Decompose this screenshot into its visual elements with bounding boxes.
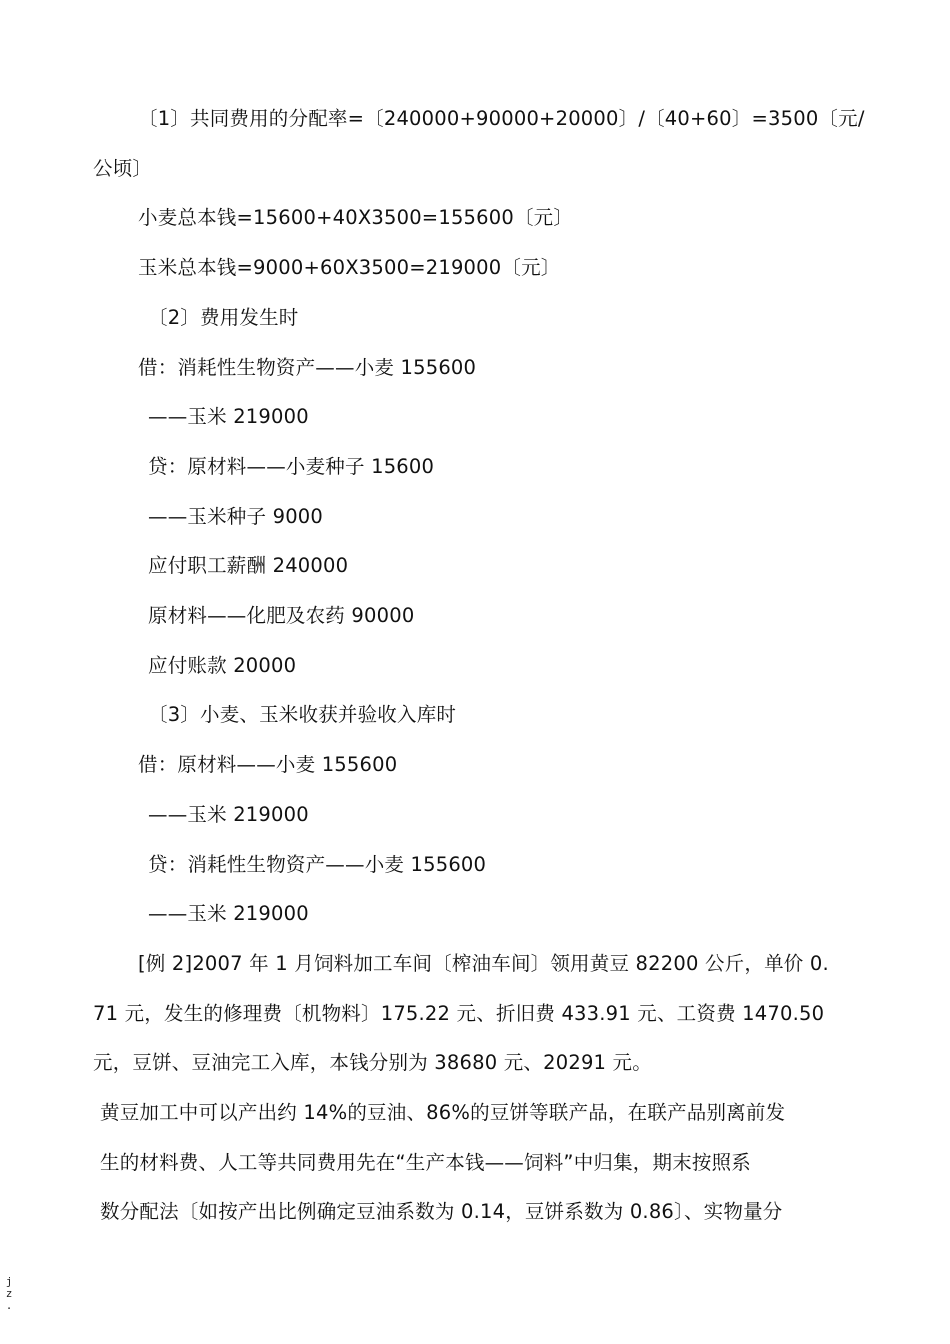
text-line: 〔2〕费用发生时 — [148, 306, 299, 329]
text-line: 借：原材料——小麦 155600 — [138, 753, 398, 776]
text-line: ——玉米种子 9000 — [148, 505, 324, 528]
text-line: 元，豆饼、豆油完工入库，本钱分别为 38680 元、20291 元。 — [93, 1051, 652, 1074]
text-line: [例 2]2007 年 1 月饲料加工车间〔榨油车间〕领用黄豆 82200 公斤，单价 0. — [138, 952, 829, 975]
text-line: ——玉米 219000 — [148, 803, 309, 826]
margin-mark-char: j — [5, 1275, 13, 1288]
text-line: 原材料——化肥及农药 90000 — [148, 604, 415, 627]
text-line: 应付职工薪酬 240000 — [148, 554, 349, 577]
margin-mark — [2, 1276, 16, 1312]
text-line: 生的材料费、人工等共同费用先在“生产本钱——饲料”中归集，期末按照系 — [100, 1151, 752, 1174]
text-line: 玉米总本钱=9000+60X3500=219000〔元〕 — [138, 256, 561, 279]
text-line: 黄豆加工中可以产出约 14%的豆油、86%的豆饼等联产品，在联产品别离前发 — [100, 1101, 786, 1124]
text-line: 贷：消耗性生物资产——小麦 155600 — [148, 853, 487, 876]
text-line: ——玉米 219000 — [148, 902, 309, 925]
text-line: 〔3〕小麦、玉米收获并验收入库时 — [148, 703, 457, 726]
text-line: 公顷〕 — [93, 157, 153, 180]
text-line: 71 元，发生的修理费〔机物料〕175.22 元、折旧费 433.91 元、工资费 1470.50 — [93, 1002, 825, 1025]
text-line: 〔1〕共同费用的分配率=〔240000+90000+20000〕/〔40+60〕=3500〔元/ — [138, 107, 865, 130]
margin-mark-char: . — [5, 1299, 13, 1312]
text-line: 借：消耗性生物资产——小麦 155600 — [138, 356, 477, 379]
margin-mark-char: z — [5, 1287, 13, 1300]
text-line: ——玉米 219000 — [148, 405, 309, 428]
text-line: 应付账款 20000 — [148, 654, 297, 677]
text-line: 小麦总本钱=15600+40X3500=155600〔元〕 — [138, 206, 574, 229]
text-line: 数分配法〔如按产出比例确定豆油系数为 0.14，豆饼系数为 0.86〕、实物量分 — [100, 1200, 783, 1223]
text-line: 贷：原材料——小麦种子 15600 — [148, 455, 435, 478]
